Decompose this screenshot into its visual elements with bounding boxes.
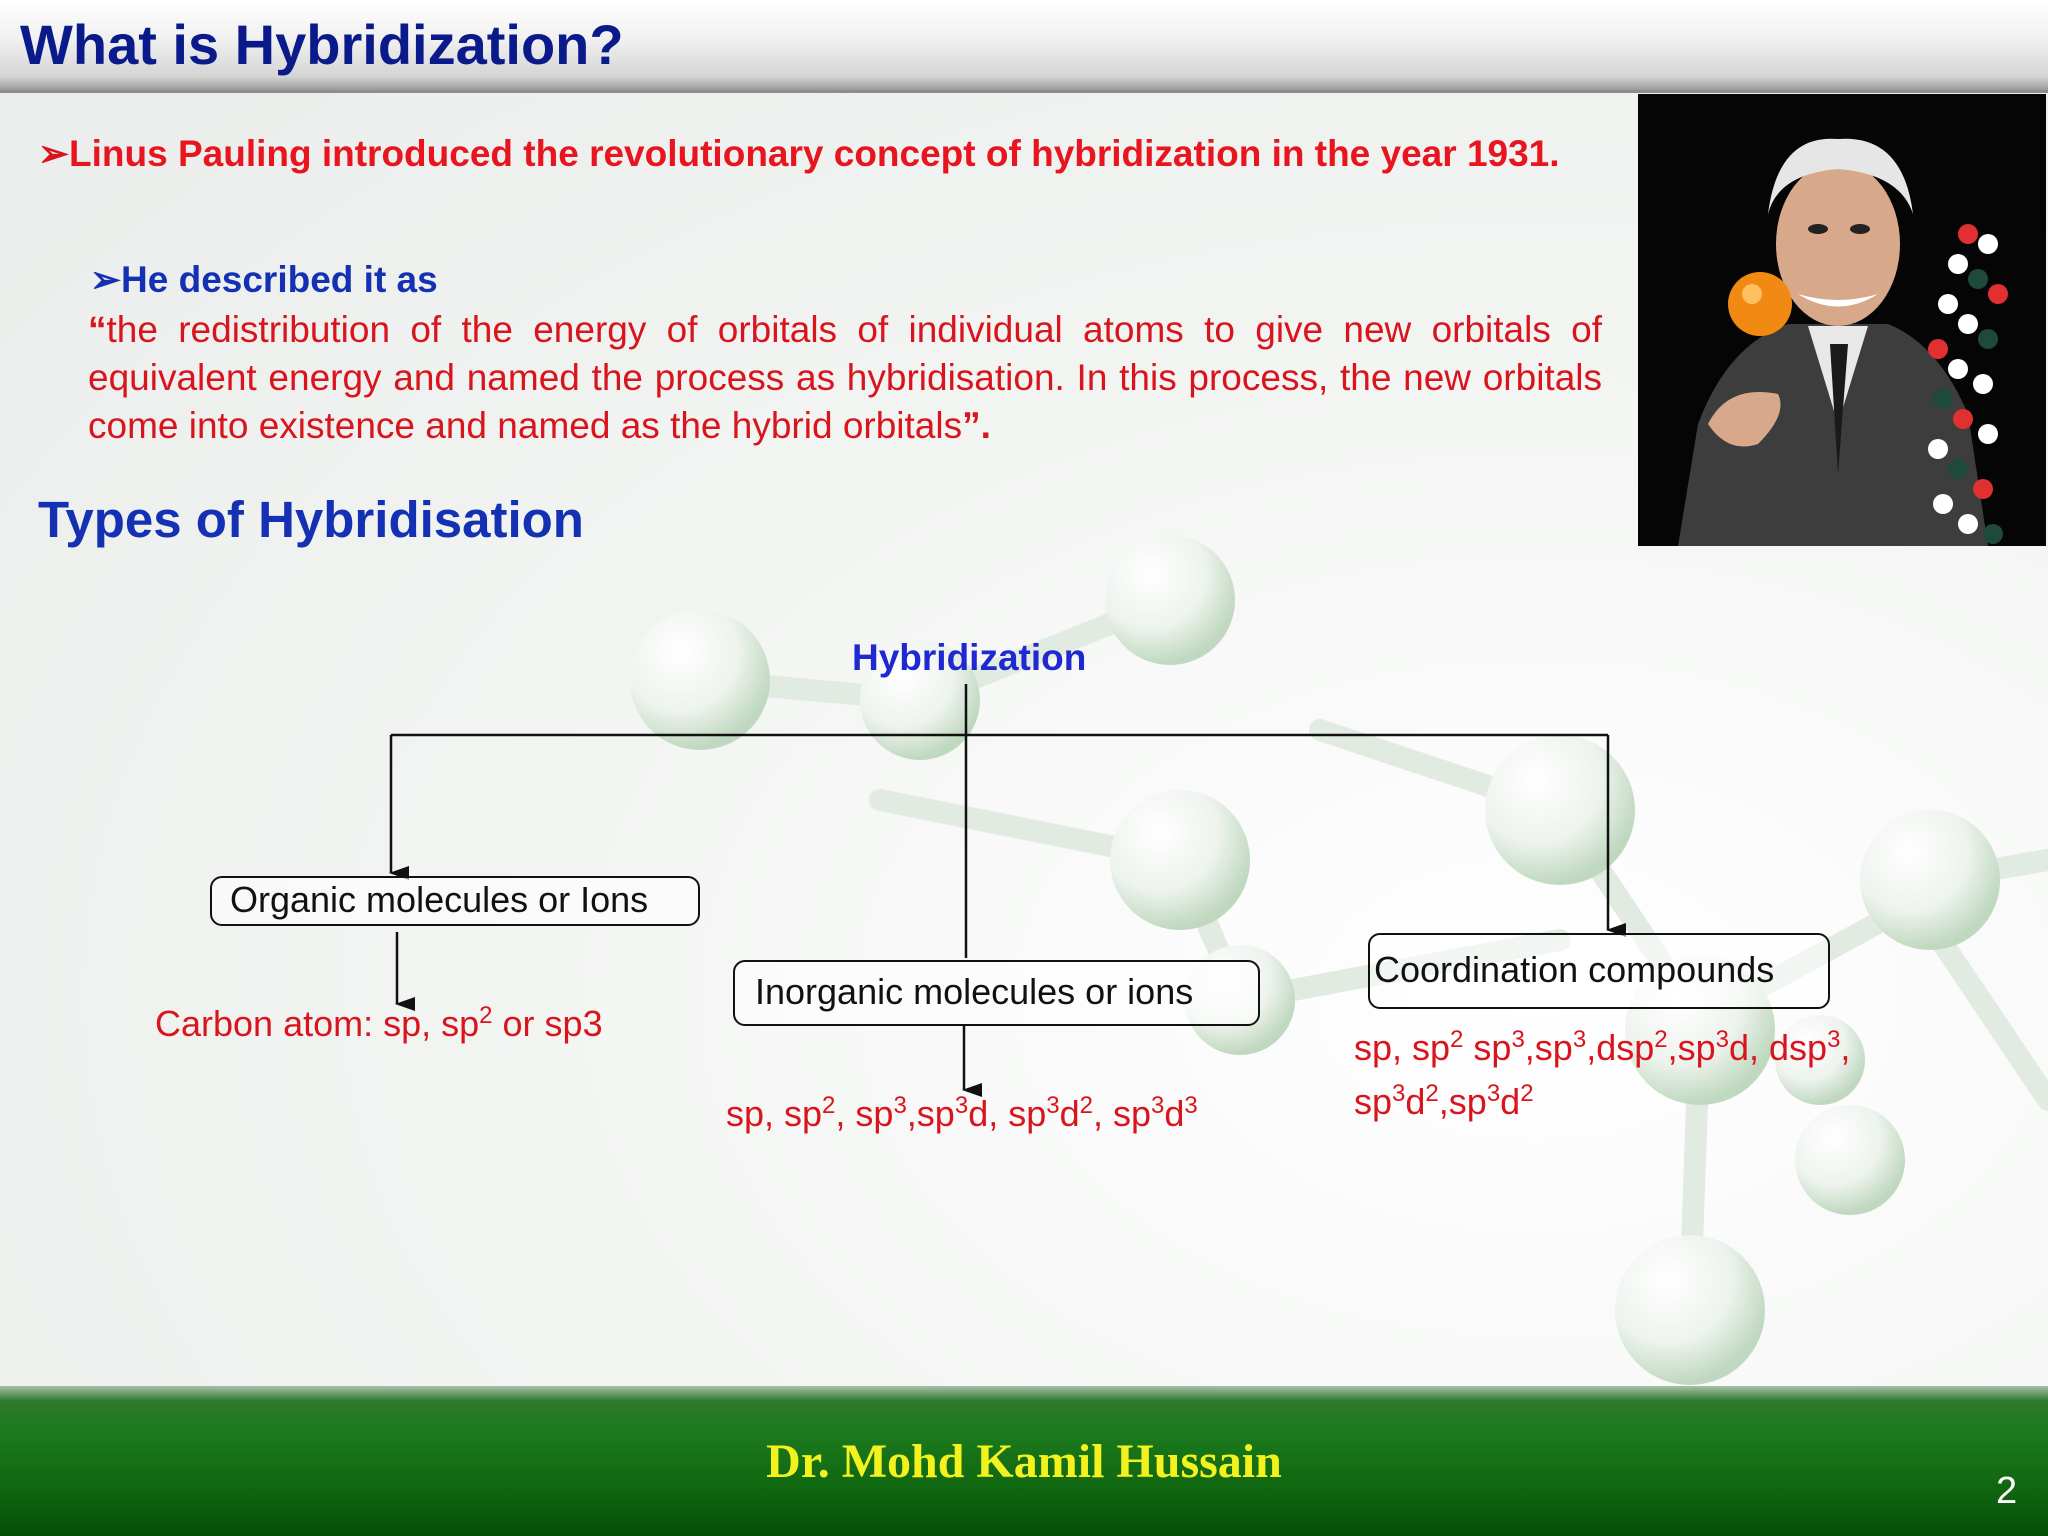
coordination-result-line1: sp, $sp^2$ $sp^3,sp^3,dsp^2,sp^3d$, dsp$^3$, [1354, 1026, 1851, 1068]
close-quote: ”. [962, 405, 991, 446]
bullet-pauling-text: Linus Pauling introduced the revolutionary concept of hybridization in the year 1931. [69, 133, 1560, 174]
bullet-arrow-icon: ➢ [90, 259, 122, 300]
coordination-result-line2: $sp^3d^2,sp^3d^2$ [1354, 1080, 1534, 1122]
page-number: 2 [1996, 1470, 2018, 1512]
organic-label: Organic molecules or Ions [230, 879, 649, 920]
organic-result: Carbon atom: sp, $sp^2$ or sp3 [155, 1002, 603, 1044]
inorganic-result: sp, $sp^2$, $sp^3,sp^3d$, $sp^3d^2$, $sp^3d^3$ [726, 1092, 1198, 1134]
bullet-arrow-icon: ➢ [38, 133, 70, 174]
organic-box [210, 876, 700, 926]
open-quote: “ [88, 309, 107, 350]
bullet-described-text: He described it as [121, 259, 438, 300]
slide-title: What is Hybridization? [20, 13, 624, 76]
types-heading: Types of Hybridisation [38, 491, 584, 548]
diagram-root-label: Hybridization [852, 637, 1087, 678]
inorganic-box [733, 960, 1260, 1026]
coordination-label: Coordination compounds [1374, 949, 1775, 990]
inorganic-label: Inorganic molecules or ions [755, 971, 1194, 1012]
quote-text: the redistribution of the energy of orbitals of individual atoms to give new orbitals of equivalent energy and named the process as hybridisation. In this process, the new orbitals come into existence and named as the hybrid orbitals [88, 309, 1602, 446]
author-name: Dr. Mohd Kamil Hussain [766, 1435, 1282, 1488]
coordination-box [1368, 933, 1830, 1009]
